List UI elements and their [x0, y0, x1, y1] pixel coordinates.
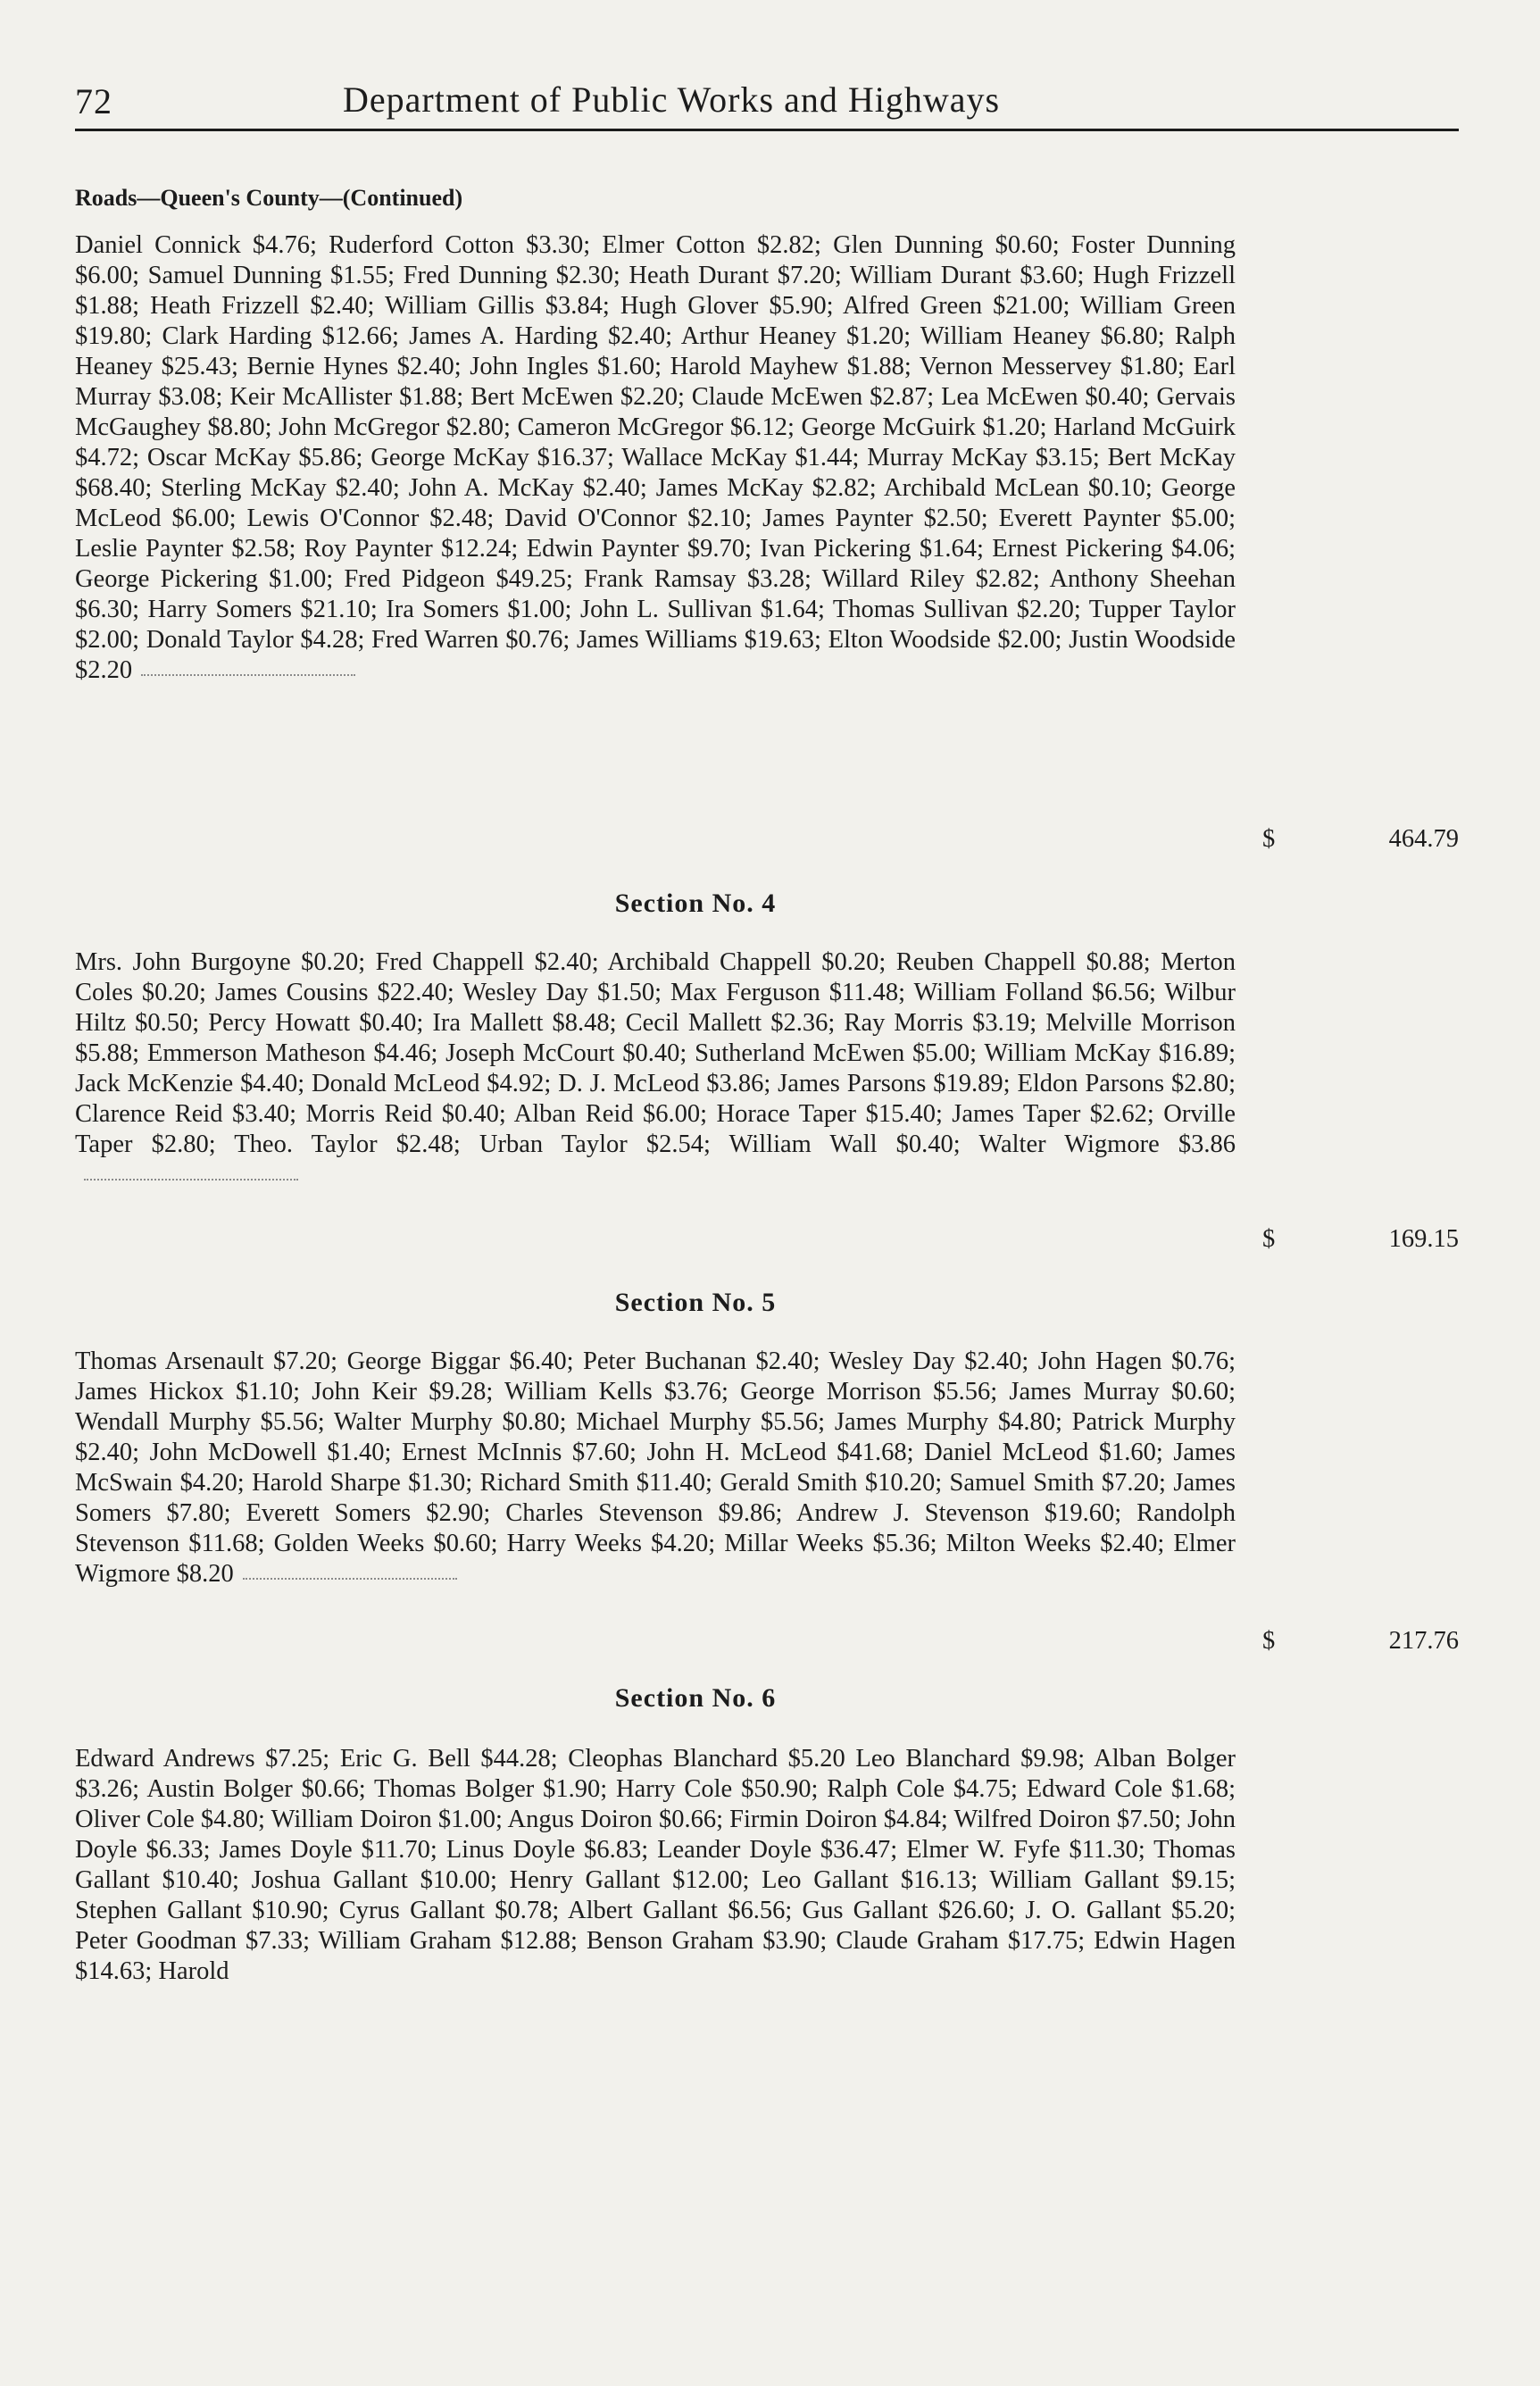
- running-title: Department of Public Works and Highways: [343, 79, 1001, 120]
- section-heading: Section No. 5: [614, 1288, 777, 1317]
- section-heading: Section No. 6: [614, 1683, 777, 1713]
- dollar-sign: $: [1262, 825, 1276, 853]
- payment-list-paragraph: [75, 1347, 1236, 1589]
- dollar-sign: $: [1262, 1225, 1276, 1253]
- payment-list-text: Thomas Arsenault $7.20; George Biggar $6.40; Peter Buchanan $2.40; Wesley Day $2.40; John Hagen $0.76; James Hickox $1.10; John Keir $9.28; William Kells $3.76; George Morrison $5.56; James Murray $0.60; Wendall Murphy $5.56; Walter Murphy $0.80; Michael Murphy $5.56; James Murphy $4.80; Patrick Murphy $2.40; John McDowell $1.40; Ernest McInnis $7.60; John H. McLeod $41.68; Daniel McLeod $1.60; James McSwain $4.20; Harold Sharpe $1.30; Richard Smith $11.40; Gerald Smith $10.20; Samuel Smith $7.20; James Somers $7.80; Everett Somers $2.90; Charles Stevenson $9.86; Andrew J. Stevenson $19.60; Randolph Stevenson $11.68; Golden Weeks $0.60; Harry Weeks $4.20; Millar Weeks $5.36; Milton Weeks $2.40; Elmer Wigmore $8.20: [75, 1347, 1236, 1588]
- continued-heading: Roads—Queen's County—(Continued): [75, 185, 463, 211]
- page-header: [75, 79, 1459, 131]
- page-number: 72: [75, 81, 112, 121]
- payment-list-text: Daniel Connick $4.76; Ruderford Cotton $3.30; Elmer Cotton $2.82; Glen Dunning $0.60; Foster Dunning $6.00; Samuel Dunning $1.55; Fred Dunning $2.30; Heath Durant $7.20; William Durant $3.60; Hugh Frizzell $1.88; Heath Frizzell $2.40; William Gillis $3.84; Hugh Glover $5.90; Alfred Green $21.00; William Green $19.80; Clark Harding $12.66; James A. Harding $2.40; Arthur Heaney $1.20; William Heaney $6.80; Ralph Heaney $25.43; Bernie Hynes $2.40; John Ingles $1.60; Harold Mayhew $1.88; Vernon Messervey $1.80; Earl Murray $3.08; Keir McAllister $1.88; Bert McEwen $2.20; Claude McEwen $2.87; Lea McEwen $0.40; Gervais McGaughey $8.80; John McGregor $2.80; Cameron McGregor $6.12; George McGuirk $1.20; Harland McGuirk $4.72; Oscar McKay $5.86; George McKay $16.37; Wallace McKay $1.44; Murray McKay $3.15; Bert McKay $68.40; Sterling McKay $2.40; John A. McKay $2.40; James McKay $2.82; Archibald McLean $0.10; George McLeod $6.00; Lewis O'Connor $2.48; David O'Connor $2.10; James Paynter $2.50; Everett Paynter $5.00; Leslie Paynter $2.58; Roy Paynter $12.24; Edwin Paynter $9.70; Ivan Pickering $1.64; Ernest Pickering $4.06; George Pickering $1.00; Fred Pidgeon $49.25; Frank Ramsay $3.28; Willard Riley $2.82; Anthony Sheehan $6.30; Harry Somers $21.10; Ira Somers $1.00; John L. Sullivan $1.64; Thomas Sullivan $2.20; Tupper Taylor $2.00; Donald Taylor $4.28; Fred Warren $0.76; James Williams $19.63; Elton Woodside $2.00; Justin Woodside $2.20: [75, 231, 1236, 684]
- section-total: 217.76: [1388, 1627, 1459, 1655]
- section-total: 464.79: [1388, 825, 1459, 853]
- dot-leader: [141, 667, 355, 676]
- dollar-sign: $: [1262, 1627, 1276, 1655]
- payment-list-paragraph: Edward Andrews $7.25; Eric G. Bell $44.28; Cleophas Blanchard $5.20 Leo Blanchard $9.98; Alban Bolger $3.26; Austin Bolger $0.66; Thomas Bolger $1.90; Harry Cole $50.90; Ralph Cole $4.75; Edward Cole $1.68; Oliver Cole $4.80; William Doiron $1.00; Angus Doiron $0.66; Firmin Doiron $4.84; Wilfred Doiron $7.50; John Doyle $6.33; James Doyle $11.70; Linus Doyle $6.83; Leander Doyle $36.47; Elmer W. Fyfe $11.30; Thomas Gallant $10.40; Joshua Gallant $10.00; Henry Gallant $12.00; Leo Gallant $16.13; William Gallant $9.15; Stephen Gallant $10.90; Cyrus Gallant $0.78; Albert Gallant $6.56; Gus Gallant $26.60; J. O. Gallant $5.20; Peter Goodman $7.33; William Graham $12.88; Benson Graham $3.90; Claude Graham $17.75; Edwin Hagen $14.63; Harold: [75, 1745, 1236, 1985]
- section-total: 169.15: [1388, 1225, 1459, 1253]
- payment-list-paragraph: [75, 230, 1236, 686]
- dot-leader: [84, 1172, 298, 1180]
- payment-list-paragraph: [75, 947, 1236, 1190]
- section-heading: Section No. 4: [614, 888, 777, 918]
- payment-list-text: Mrs. John Burgoyne $0.20; Fred Chappell $2.40; Archibald Chappell $0.20; Reuben Chappell $0.88; Merton Coles $0.20; James Cousins $22.40; Wesley Day $1.50; Max Ferguson $11.48; William Folland $6.56; Wilbur Hiltz $0.50; Percy Howatt $0.40; Ira Mallett $8.48; Cecil Mallett $2.36; Ray Morris $3.19; Melville Morrison $5.88; Emmerson Matheson $4.46; Joseph McCourt $0.40; Sutherland McEwen $5.00; William McKay $16.89; Jack McKenzie $4.40; Donald McLeod $4.92; D. J. McLeod $3.86; James Parsons $19.89; Eldon Parsons $2.80; Clarence Reid $3.40; Morris Reid $0.40; Alban Reid $6.00; Horace Taper $15.40; James Taper $2.62; Orville Taper $2.80; Theo. Taylor $2.48; Urban Taylor $2.54; William Wall $0.40; Walter Wigmore $3.86: [75, 948, 1236, 1158]
- dot-leader: [243, 1571, 457, 1580]
